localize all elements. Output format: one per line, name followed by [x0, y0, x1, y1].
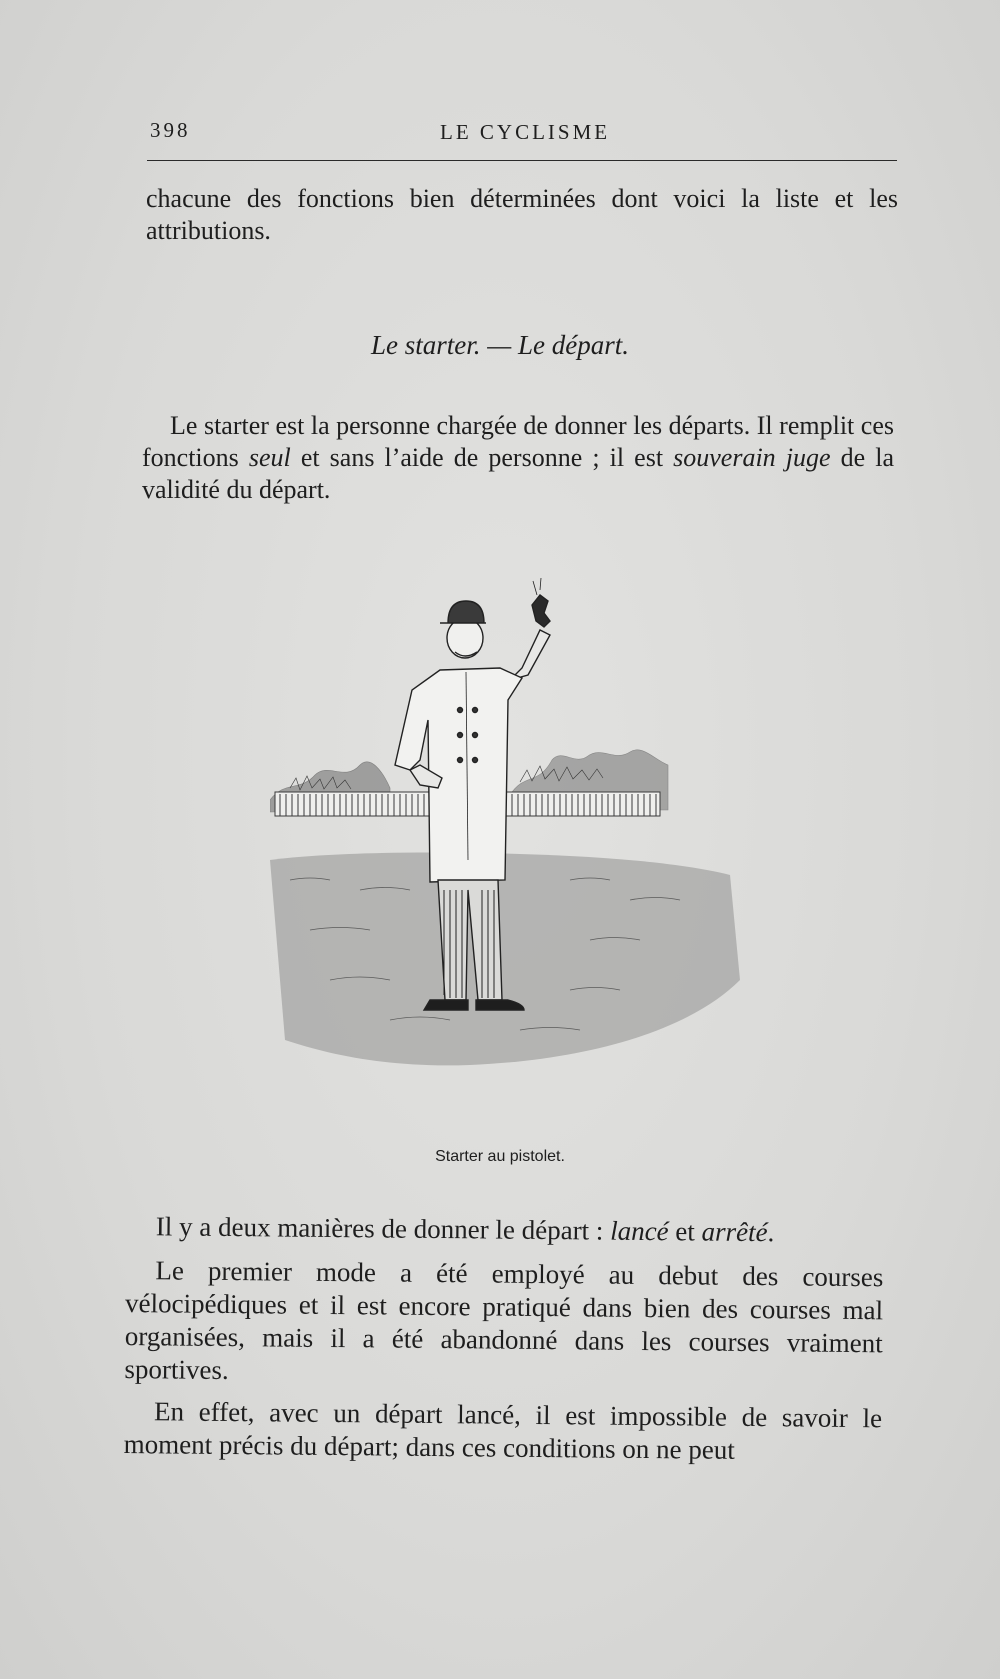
- text-run: de la validité du départ.: [142, 443, 894, 504]
- section-heading: [0, 330, 1000, 361]
- text-run: et sans l’aide de personne ; il est: [290, 443, 674, 472]
- text-run: Le starter est la personne chargée de donner les départs. Il remplit ces fonctions: [142, 411, 894, 472]
- section-heading-dash: —: [480, 330, 519, 360]
- emphasis-souverain-juge: souverain juge: [673, 443, 831, 472]
- page-number: 398: [150, 118, 191, 142]
- section-heading-depart: Le départ.: [518, 330, 630, 360]
- lower-text: [124, 1210, 884, 1477]
- text-run: Il y a deux manières de donner le départ :: [155, 1211, 611, 1246]
- paragraph-first-mode: Le premier mode a été employé au debut des courses vélocipédiques et il est encore pratiqué dans bien des courses mal organisées, mais il a été abandonné dans les courses vraiment sportives.: [124, 1255, 884, 1385]
- paragraph-starter: [142, 410, 894, 506]
- paragraph-effect: En effet, avec un départ lancé, il est impossible de savoir le moment précis du départ; dans ces conditions on ne peut: [123, 1396, 883, 1465]
- starter-illustration: [270, 560, 740, 1130]
- figure-caption: Starter au pistolet.: [435, 1148, 565, 1165]
- paragraph-modes: [126, 1210, 884, 1250]
- header-rule: [147, 160, 897, 161]
- emphasis-arrete: arrêté: [701, 1216, 768, 1248]
- running-header: [150, 118, 896, 148]
- ground: [270, 853, 740, 1066]
- section-heading-starter: Le starter.: [370, 330, 481, 360]
- paragraph-continued: chacune des fonctions bien déterminées dont voici la liste et les attributions.: [146, 184, 898, 245]
- emphasis-seul: seul: [248, 443, 291, 472]
- emphasis-lance: lancé: [610, 1215, 669, 1247]
- running-title: LE CYCLISME: [440, 120, 611, 144]
- text-run: .: [767, 1217, 775, 1248]
- text-run: et: [668, 1216, 702, 1247]
